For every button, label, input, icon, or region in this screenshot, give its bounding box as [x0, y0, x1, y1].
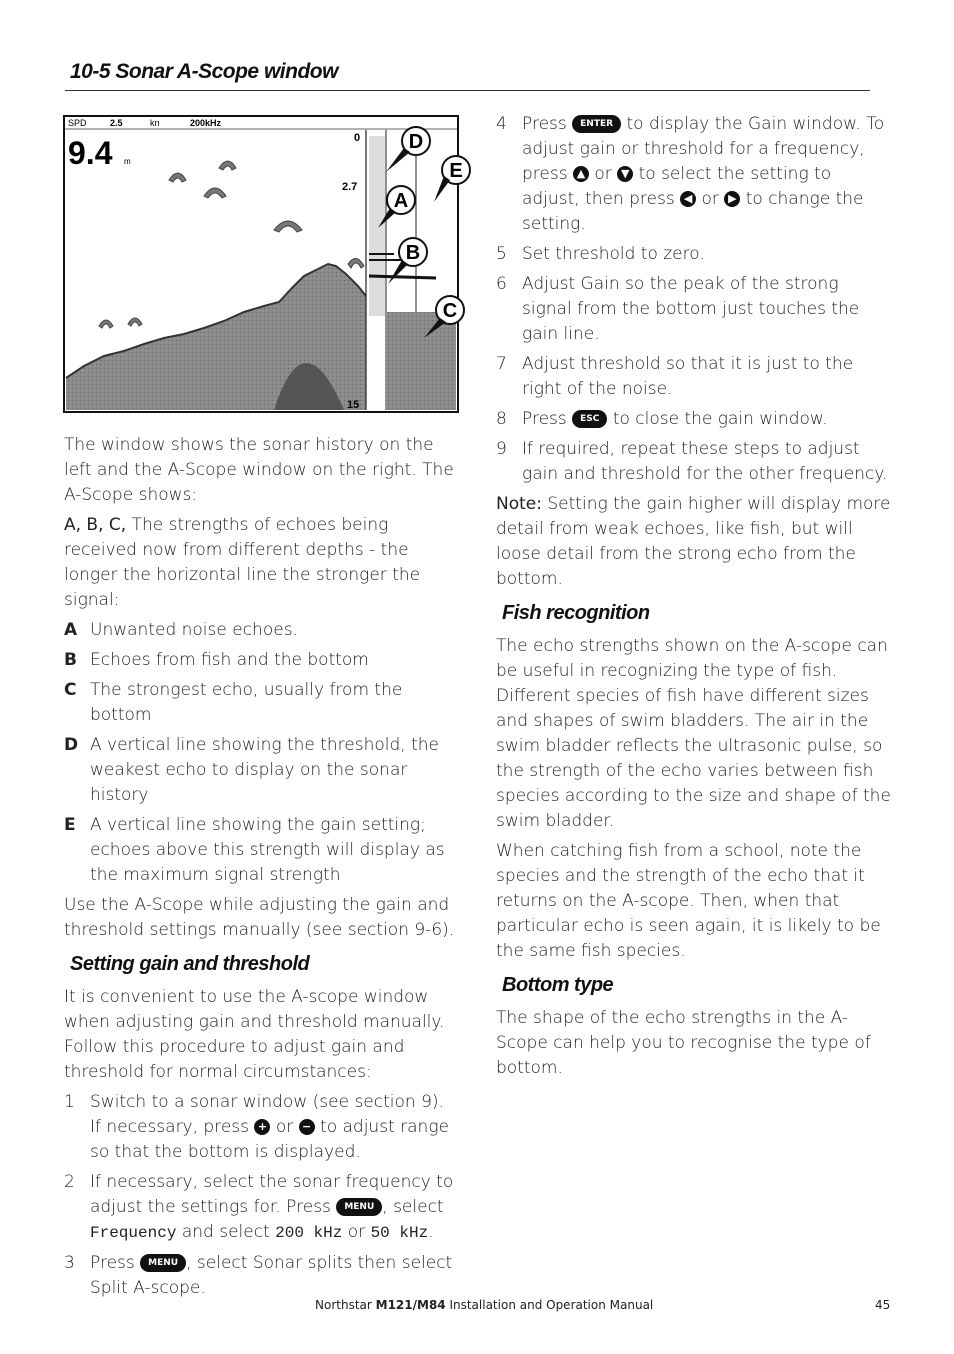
page-number: 45 — [875, 1298, 891, 1312]
setting-heading: Setting gain and threshold — [70, 953, 310, 975]
setting-intro: It is convenient to use the A-scope window when adjusting gain and threshold manually. Follow this procedure to adjust gain and threshold for normal circumstances: — [64, 987, 445, 1082]
bottom-paragraph: The shape of the echo strengths in the A-Scope can help you to recognise the type of bottom. — [496, 1008, 871, 1078]
abc-lead: A, B, C, — [64, 515, 127, 535]
svg-text:D: D — [408, 131, 424, 153]
step-3: 3 Press MENU , select Sonar splits then select Split A-scope. — [64, 1253, 453, 1298]
step-9: 9 If required, repeat these steps to adjust gain and threshold for the other frequency. — [496, 439, 888, 484]
spd-label: SPD — [68, 118, 87, 128]
fish-paragraph-1: The echo strengths shown on the A-scope can be useful in recognizing the type of fish. Different species of fish have different sizes and shapes of swim bladders. The air in the swim bladder reflects the ultrasonic pulse, so the strength of the echo varies between fish species according to the size and shape of the swim bladder. — [496, 636, 891, 831]
spd-unit: kn — [150, 118, 160, 128]
note-label: Note: — [496, 494, 542, 514]
svg-text:B: B — [405, 242, 421, 264]
scale-bottom: 15 — [347, 399, 360, 411]
abc-text: The strengths of echoes being received now from different depths - the longer the horizontal line the stronger the signal: — [64, 515, 421, 610]
scale-mid: 2.7 — [342, 181, 358, 193]
use-paragraph: Use the A-Scope while adjusting the gain and threshold settings manually (see section 9-6). — [64, 895, 455, 940]
step-1: 1 Switch to a sonar window (see section 9). If necessary, press + or − to adjust range so that the bottom is displayed. — [64, 1092, 449, 1162]
list-item: A Unwanted noise echoes. — [64, 620, 298, 640]
step-8: 8 Press ESC to close the gain window. — [496, 409, 828, 429]
right-arrow-icon: ▶ — [724, 191, 740, 207]
scale-top: 0 — [354, 132, 361, 144]
svg-text:E: E — [449, 160, 463, 182]
minus-icon: − — [299, 1119, 315, 1135]
list-item: D A vertical line showing the threshold, the weakest echo to display on the sonar history — [64, 735, 440, 805]
bottom-heading: Bottom type — [502, 974, 614, 996]
list-item: C The strongest echo, usually from the bottom — [64, 680, 403, 725]
footer-text: Northstar M121/M84 Installation and Operation Manual — [315, 1298, 654, 1312]
step-4: 4 Press ENTER to display the Gain window. To adjust gain or threshold for a frequency, press ▲ or ▼ to select the setting to adjust, then press ◀ or ▶ to change the setting. — [496, 114, 885, 234]
right-column — [496, 112, 891, 1086]
list-item: B Echoes from fish and the bottom — [64, 650, 369, 670]
up-arrow-icon: ▲ — [573, 166, 589, 182]
frequency-label: 200kHz — [190, 118, 222, 128]
fish-heading: Fish recognition — [502, 602, 650, 624]
title-rule — [65, 90, 870, 91]
left-arrow-icon: ◀ — [680, 191, 696, 207]
fish-paragraph-2: When catching fish from a school, note the species and the strength of the echo that it returns on the A-scope. Then, when that particular echo is seen again, it is likely to be the same fish species. — [496, 841, 881, 961]
step-7: 7 Adjust threshold so that it is just to the right of the noise. — [496, 354, 854, 399]
down-arrow-icon: ▼ — [617, 166, 633, 182]
step-2: 2 If necessary, select the sonar frequency to adjust the settings for. Press MENU , select Frequency and select 200 kHz or 50 kHz. — [64, 1172, 454, 1242]
left-column — [64, 433, 459, 1306]
menu-button-icon: MENU — [336, 1198, 382, 1216]
list-item: E A vertical line showing the gain setting; echoes above this strength will display as the maximum signal strength — [64, 815, 445, 885]
abc-paragraph — [64, 513, 459, 613]
step-5: 5 Set threshold to zero. — [496, 244, 705, 264]
step-6: 6 Adjust Gain so the peak of the strong signal from the bottom just touches the gain line. — [496, 274, 860, 344]
depth-readout: 9.4 — [68, 135, 113, 171]
plus-icon: + — [254, 1119, 270, 1135]
intro-paragraph: The window shows the sonar history on the left and the A-Scope window on the right. The A-Scope shows: — [64, 435, 454, 505]
section-title: 10-5 Sonar A-Scope window — [70, 60, 338, 83]
spd-value: 2.5 — [110, 118, 123, 128]
esc-button-icon: ESC — [572, 410, 607, 428]
sonar-ascope-figure — [64, 116, 463, 412]
svg-text:A: A — [393, 190, 409, 212]
menu-button-icon: MENU — [140, 1254, 186, 1272]
enter-button-icon: ENTER — [572, 115, 621, 133]
note-paragraph: Note: Setting the gain higher will display more detail from weak echoes, like fish, but will loose detail from the strong echo from the bottom. — [496, 494, 891, 589]
depth-unit: m — [124, 157, 131, 166]
svg-text:C: C — [442, 300, 458, 322]
